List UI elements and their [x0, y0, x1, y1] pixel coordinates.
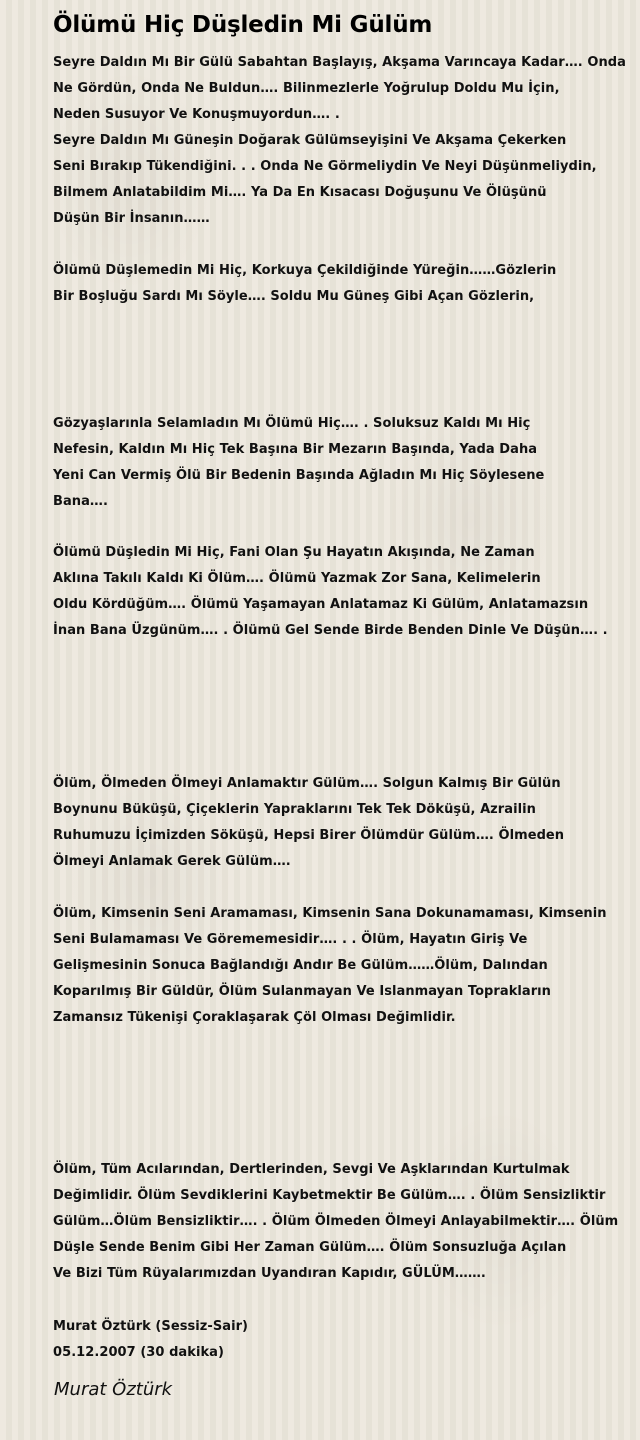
poem-line: Ne Gördün, Onda Ne Buldun…. Bilinmezlerle Yoğrulup Doldu Mu İçin, [53, 81, 560, 96]
poem-line: Seni Bulamaması Ve Görememesidir…. . . Ölüm, Hayatın Giriş Ve [53, 932, 528, 947]
poem-date: 05.12.2007 (30 dakika) [53, 1345, 224, 1360]
stanza [53, 540, 640, 644]
poem-line: Gözyaşlarınla Selamladın Mı Ölümü Hiç…. . Soluksuz Kaldı Mı Hiç [53, 416, 531, 431]
poem-line: Neden Susuyor Ve Konuşmuyordun…. . [53, 107, 340, 122]
poem-line: Ölüm, Kimsenin Seni Aramaması, Kimsenin Sana Dokunamaması, Kimsenin [53, 906, 607, 921]
stanza [53, 258, 640, 310]
poem-line: Koparılmış Bir Güldür, Ölüm Sulanmayan Ve Islanmayan Toprakların [53, 984, 551, 999]
poem-line: Boynunu Büküşü, Çiçeklerin Yapraklarını Tek Tek Döküşü, Azrailin [53, 802, 536, 817]
poem-line: Düşün Bir İnsanın…… [53, 211, 210, 226]
poem-line: Bilmem Anlatabildim Mi…. Ya Da En Kısacası Doğuşunu Ve Ölüşünü [53, 185, 547, 200]
poem-line: Seni Bırakıp Tükendiğini. . . Onda Ne Görmeliydin Ve Neyi Düşünmeliydin, [53, 159, 597, 174]
author-signature: Murat Öztürk [54, 1379, 173, 1400]
poem-line: İnan Bana Üzgünüm…. . Ölümü Gel Sende Birde Benden Dinle Ve Düşün…. . [53, 623, 608, 638]
poem-line: Yeni Can Vermiş Ölü Bir Bedenin Başında Ağladın Mı Hiç Söylesene [53, 468, 545, 483]
poem-line: Düşle Sende Benim Gibi Her Zaman Gülüm…. Ölüm Sonsuzluğa Açılan [53, 1240, 567, 1255]
poem-line: Bir Boşluğu Sardı Mı Söyle…. Soldu Mu Güneş Gibi Açan Gözlerin, [53, 289, 535, 304]
poem-line: Seyre Daldın Mı Güneşin Doğarak Gülümseyişini Ve Akşama Çekerken [53, 133, 567, 148]
poem-line: Değimlidir. Ölüm Sevdiklerini Kaybetmektir Be Gülüm…. . Ölüm Sensizliktir [53, 1188, 606, 1203]
poem-line: Ölümü Düşledin Mi Hiç, Fani Olan Şu Hayatın Akışında, Ne Zaman [53, 545, 535, 560]
poem-line: Aklına Takılı Kaldı Ki Ölüm…. Ölümü Yazmak Zor Sana, Kelimelerin [53, 571, 541, 586]
author-name: Murat Öztürk (Sessiz-Sair) [53, 1319, 249, 1334]
poem-line: Gülüm…Ölüm Bensizliktir…. . Ölüm Ölmeden Ölmeyi Anlayabilmektir…. Ölüm [53, 1214, 619, 1229]
stanza [53, 901, 640, 1031]
stanza [53, 411, 640, 515]
poem-line: Oldu Kördüğüm…. Ölümü Yaşamayan Anlatamaz Ki Gülüm, Anlatamazsın [53, 597, 589, 612]
stanza [53, 771, 640, 875]
stanza [53, 50, 640, 232]
poem-line: Ruhumuzu İçimizden Söküşü, Hepsi Birer Ölümdür Gülüm…. Ölmeden [53, 828, 565, 843]
poem-line: Seyre Daldın Mı Bir Gülü Sabahtan Başlayış, Akşama Varıncaya Kadar…. Onda [53, 55, 626, 70]
poem-title: Ölümü Hiç Düşledin Mi Gülüm [53, 12, 433, 38]
poem-line: Ölmeyi Anlamak Gerek Gülüm…. [53, 854, 291, 869]
poem-line: Nefesin, Kaldın Mı Hiç Tek Başına Bir Mezarın Başında, Yada Daha [53, 442, 538, 457]
poem-line: Bana…. [53, 494, 108, 509]
stanza [53, 1157, 640, 1287]
poem-line: Ölüm, Tüm Acılarından, Dertlerinden, Sevgi Ve Aşklarından Kurtulmak [53, 1162, 570, 1177]
poem-line: Ölüm, Ölmeden Ölmeyi Anlamaktır Gülüm…. Solgun Kalmış Bir Gülün [53, 776, 561, 791]
author-info [53, 1314, 248, 1366]
poem-line: Ölümü Düşlemedin Mi Hiç, Korkuya Çekildiğinde Yüreğin……Gözlerin [53, 263, 557, 278]
poem-line: Zamansız Tükenişi Çoraklaşarak Çöl Olması Değimlidir. [53, 1010, 456, 1025]
poem-line: Gelişmesinin Sonuca Bağlandığı Andır Be Gülüm……Ölüm, Dalından [53, 958, 548, 973]
poem-line: Ve Bizi Tüm Rüyalarımızdan Uyandıran Kapıdır, GÜLÜM……. [53, 1266, 486, 1281]
